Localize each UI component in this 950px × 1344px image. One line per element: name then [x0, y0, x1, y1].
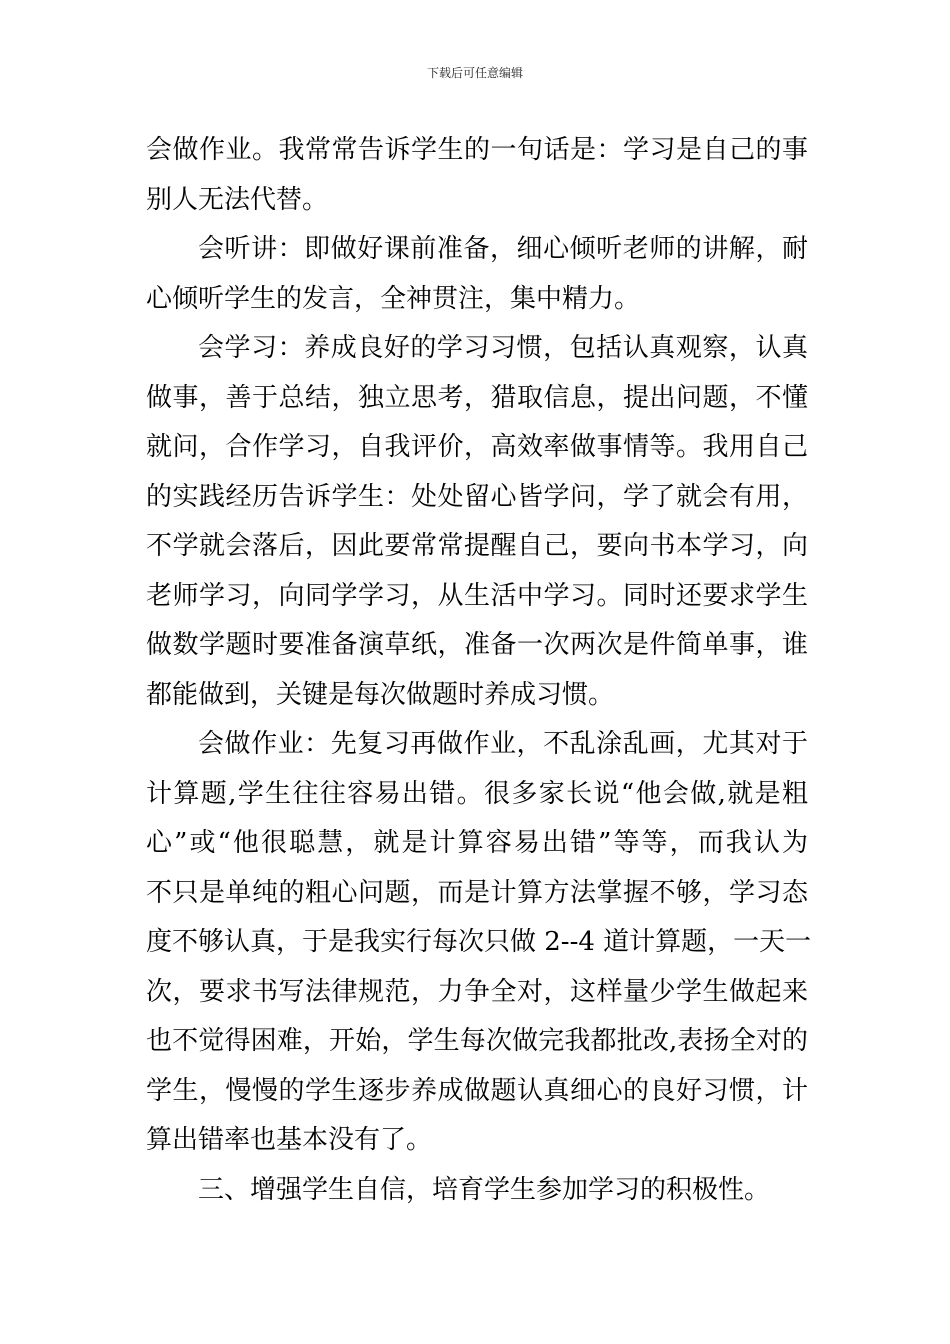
- text-line: 不学就会落后，因此要常常提醒自己，要向书本学习，向: [146, 531, 808, 561]
- text-line: 不只是单纯的粗心问题，而是计算方法掌握不够，学习态: [146, 877, 808, 908]
- text-line: 做事，善于总结，独立思考，猎取信息，提出问题，不懂: [146, 382, 808, 413]
- text-line: 别人无法代替。: [146, 184, 329, 215]
- text-line: 三、增强学生自信，培育学生参加学习的积极性。: [198, 1174, 771, 1205]
- page-header-note: 下载后可任意编辑: [426, 66, 523, 80]
- text-line: 计算题,学生往往容易出错。很多家长说“他会做,就是粗: [146, 778, 808, 809]
- text-line: 会听讲：即做好课前准备，细心倾听老师的讲解，耐: [198, 234, 808, 264]
- text-line: 也不觉得困难，开始，学生每次做完我都批改,表扬全对的: [146, 1026, 808, 1056]
- text-line: 算出错率也基本没有了。: [146, 1125, 433, 1155]
- text-line: 会做作业：先复习再做作业，不乱涂乱画，尤其对于: [198, 729, 808, 759]
- text-line: 都能做到，关键是每次做题时养成习惯。: [146, 679, 615, 710]
- text-line: 心倾听学生的发言，全神贯注，集中精力。: [146, 283, 641, 314]
- text-line: 会学习：养成良好的学习习惯，包括认真观察，认真: [198, 333, 808, 363]
- text-line: 做数学题时要准备演草纸，准备一次两次是件简单事，谁: [146, 630, 808, 660]
- text-line: 心”或“他很聪慧，就是计算容易出错”等等，而我认为: [146, 828, 808, 858]
- text-line: 会做作业。我常常告诉学生的一句话是：学习是自己的事: [146, 135, 808, 165]
- body-text: [146, 126, 812, 1215]
- text-line: 学生，慢慢的学生逐步养成做题认真细心的良好习惯，计: [146, 1075, 808, 1106]
- text-line: 度不够认真，于是我实行每次只做 2--4 道计算题，一天一: [146, 927, 812, 957]
- text-line: 老师学习，向同学学习，从生活中学习。同时还要求学生: [146, 580, 808, 611]
- text-line: 就问，合作学习，自我评价，高效率做事情等。我用自己: [146, 432, 808, 462]
- text-line: 的实践经历告诉学生：处处留心皆学问，学了就会有用，: [146, 481, 808, 512]
- text-line: 次，要求书写法律规范，力争全对，这样量少学生做起来: [146, 976, 808, 1007]
